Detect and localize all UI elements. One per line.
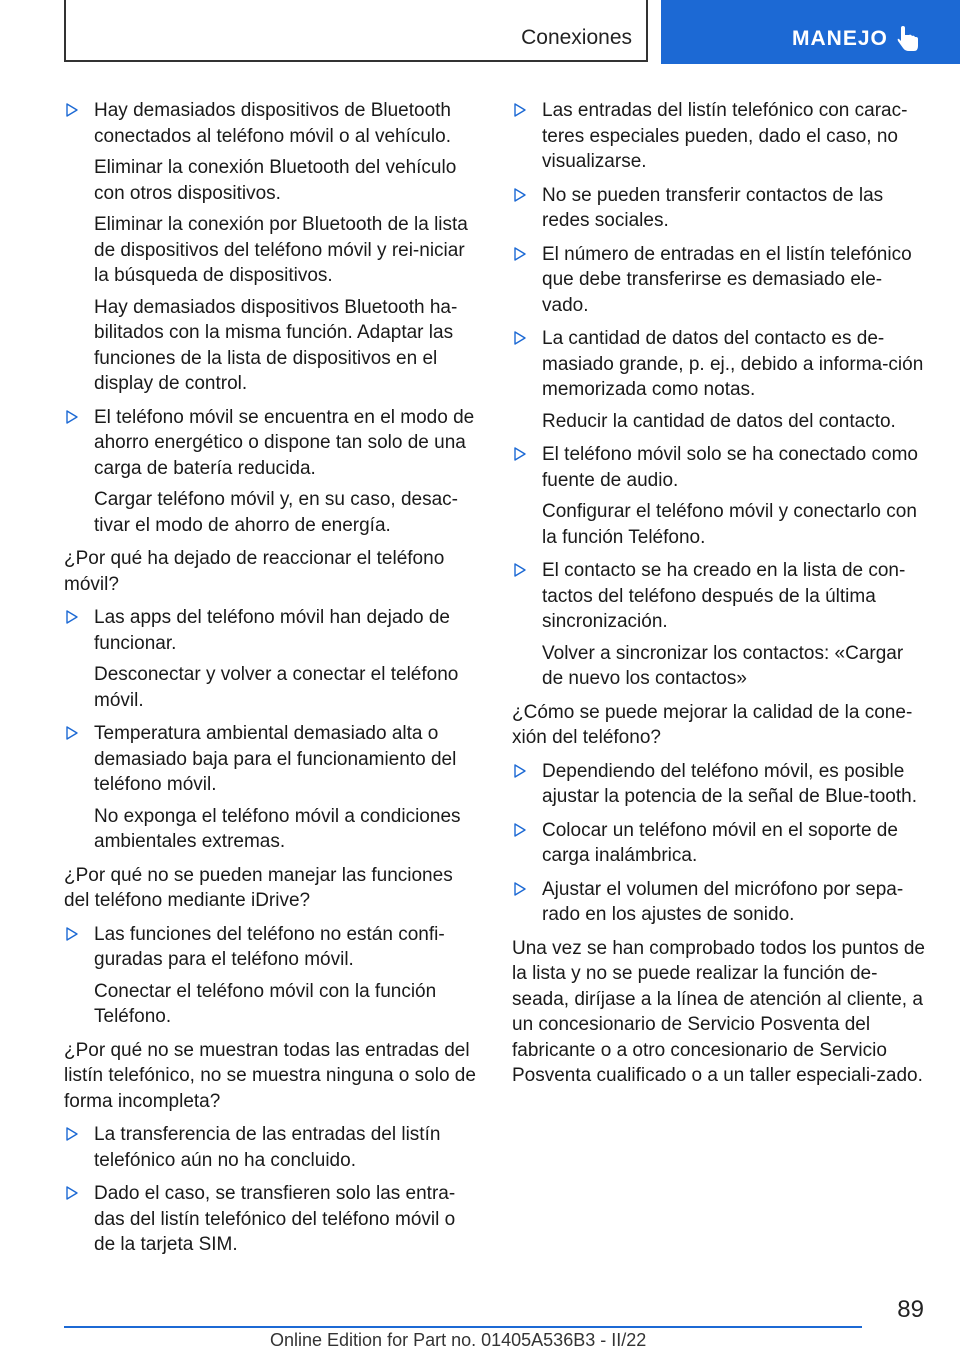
triangle-bullet-icon	[514, 764, 526, 778]
bullet-text: Las funciones del teléfono no están confi-guradas para el teléfono móvil.	[94, 923, 445, 970]
header-section-title: Conexiones	[521, 26, 632, 49]
bullet-text: Temperatura ambiental demasiado alta o demasiado baja para el funcionamiento del teléfono móvil.	[94, 723, 457, 795]
bullet-text: Hay demasiados dispositivos de Bluetooth conectados al teléfono móvil o al vehículo.	[94, 100, 451, 147]
triangle-bullet-icon	[66, 410, 78, 424]
question-text: Una vez se han comprobado todos los puntos de la lista y no se puede realizar la función de-seada, diríjase a la línea de atención al cliente, a un concesionario de Servicio Posventa del fabricante o a otro concesionario de Servicio Posventa cualificado o a un taller especiali-zado.	[512, 937, 925, 1086]
triangle-bullet-icon	[66, 726, 78, 740]
header-chapter-title: MANEJO	[792, 27, 888, 50]
footer-edition-text: Online Edition for Part no. 01405A536B3 - II/22	[270, 1330, 647, 1350]
bullet-text: El teléfono móvil solo se ha conectado como fuente de audio.	[542, 444, 918, 491]
bullet-item	[64, 922, 478, 973]
header-chapter-tab[interactable]	[661, 0, 960, 64]
bullet-text: No se pueden transferir contactos de las redes sociales.	[542, 184, 884, 231]
bullet-item	[512, 326, 926, 403]
bullet-item	[512, 183, 926, 234]
bullet-text: Las entradas del listín telefónico con carac-teres especiales pueden, dado el caso, no visualizarse.	[542, 100, 908, 172]
instruction-text: Eliminar la conexión Bluetooth del vehículo con otros dispositivos.	[94, 157, 457, 204]
instruction-text: Reducir la cantidad de datos del contacto.	[542, 410, 896, 432]
bullet-item	[512, 877, 926, 928]
question-text: ¿Por qué no se muestran todas las entradas del listín telefónico, no se muestra ninguna o solo de forma incompleta?	[64, 1039, 476, 1112]
question-text: ¿Por qué ha dejado de reaccionar el teléfono móvil?	[64, 548, 445, 595]
instruction-text: Volver a sincronizar los contactos: «Cargar de nuevo los contactos»	[542, 642, 904, 689]
triangle-bullet-icon	[66, 927, 78, 941]
page-number: 89	[897, 1296, 924, 1323]
instruction-text: Hay demasiados dispositivos Bluetooth ha-bilitados con la misma función. Adaptar las funciones de la lista de dispositivos en el display de control.	[94, 296, 458, 394]
bullet-item	[64, 721, 478, 798]
left-text-column	[64, 98, 478, 1258]
bullet-item	[64, 605, 478, 656]
bullet-text: Las apps del teléfono móvil han dejado de funcionar.	[94, 607, 450, 654]
bullet-item	[512, 818, 926, 869]
pointing-hand-icon	[897, 26, 919, 52]
triangle-bullet-icon	[514, 331, 526, 345]
bullet-text: Colocar un teléfono móvil en el soporte de carga inalámbrica.	[542, 819, 898, 866]
bullet-text: El número de entradas en el listín telefónico que debe transferirse es demasiado ele-vado.	[542, 243, 912, 316]
bullet-item	[512, 242, 926, 319]
triangle-bullet-icon	[514, 447, 526, 461]
bullet-item	[64, 1181, 478, 1258]
bullet-text: La transferencia de las entradas del listín telefónico aún no ha concluido.	[94, 1124, 441, 1171]
triangle-bullet-icon	[514, 823, 526, 837]
triangle-bullet-icon	[66, 1127, 78, 1141]
instruction-text: Configurar el teléfono móvil y conectarlo con la función Teléfono.	[542, 501, 917, 548]
triangle-bullet-icon	[514, 188, 526, 202]
bullet-item	[64, 405, 478, 482]
question-text: ¿Cómo se puede mejorar la calidad de la cone-xión del teléfono?	[512, 701, 913, 748]
instruction-text: Desconectar y volver a conectar el teléfono móvil.	[94, 664, 459, 711]
triangle-bullet-icon	[514, 103, 526, 117]
bullet-item	[512, 442, 926, 493]
instruction-text: Cargar teléfono móvil y, en su caso, desac-tivar el modo de ahorro de energía.	[94, 489, 458, 536]
bullet-item	[64, 1122, 478, 1173]
bullet-item	[512, 759, 926, 810]
triangle-bullet-icon	[514, 882, 526, 896]
bullet-text: Dependiendo del teléfono móvil, es posible ajustar la potencia de la señal de Blue-tooth.	[542, 760, 917, 807]
bullet-text: Dado el caso, se transfieren solo las entra-das del listín telefónico del teléfono móvil o de la tarjeta SIM.	[94, 1183, 456, 1255]
instruction-text: Eliminar la conexión por Bluetooth de la lista de dispositivos del teléfono móvil y rei-niciar la búsqueda de dispositivos.	[94, 214, 468, 286]
bullet-item	[512, 558, 926, 635]
triangle-bullet-icon	[514, 247, 526, 261]
bullet-item	[512, 98, 926, 175]
instruction-text: No exponga el teléfono móvil a condiciones ambientales extremas.	[94, 805, 461, 852]
question-text: ¿Por qué no se pueden manejar las funciones del teléfono mediante iDrive?	[64, 864, 453, 911]
bullet-text: La cantidad de datos del contacto es de-masiado grande, p. ej., debido a informa-ción memorizada como notas.	[542, 328, 924, 400]
right-text-column	[512, 98, 926, 1089]
triangle-bullet-icon	[66, 1186, 78, 1200]
triangle-bullet-icon	[66, 103, 78, 117]
bullet-item	[64, 98, 478, 149]
bullet-text: Ajustar el volumen del micrófono por sepa-rado en los ajustes de sonido.	[542, 878, 904, 925]
triangle-bullet-icon	[514, 563, 526, 577]
header-section-box	[64, 0, 648, 62]
footer-divider	[64, 1326, 862, 1328]
bullet-text: El teléfono móvil se encuentra en el modo de ahorro energético o dispone tan solo de una carga de batería reducida.	[94, 406, 475, 479]
triangle-bullet-icon	[66, 610, 78, 624]
instruction-text: Conectar el teléfono móvil con la función Teléfono.	[94, 980, 437, 1027]
bullet-text: El contacto se ha creado en la lista de con-tactos del teléfono después de la última sincronización.	[542, 560, 906, 632]
